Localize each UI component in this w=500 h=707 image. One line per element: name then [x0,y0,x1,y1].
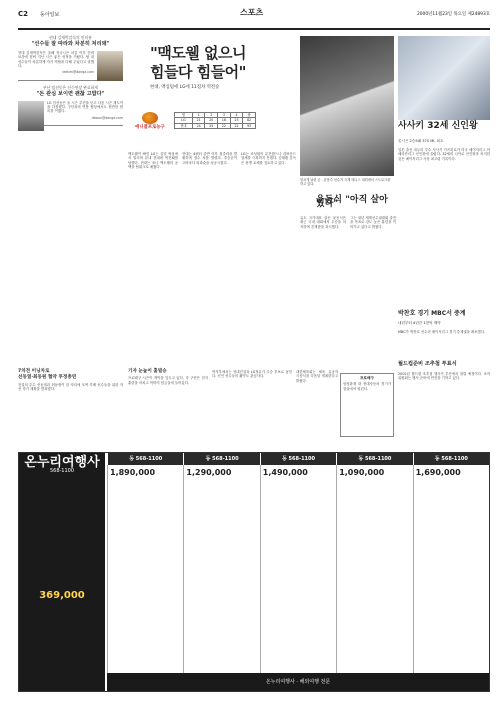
ad-phone-header: 동 568-1100 [260,453,336,465]
lower-article [18,370,123,392]
article-body: 일본 출신 마무리 투수 사사키 가즈히로가 미국 메이저리그 아메리칸리그 신인왕에 올랐다. 32세의 나이로 신인왕을 차지한 것은 메이저리그 사상 최고령 기록이다. [398,148,490,161]
sponsor-logo [128,112,172,140]
article-body: 현대는 4쿼터 중반 이후 집중력을 발휘하며 점수 차를 벌렸다. 추승균이 고비마다 외곽슛을 성공시켰다. [182,152,237,165]
article-headline: 사사키 32세 신인왕 [398,121,478,131]
score-cell: LG [175,118,193,123]
travel-advertisement[interactable] [18,452,490,692]
logo-mark-icon [142,112,158,124]
article-body: 여자부에서는 현대건설과 LG정유가 우승 후보로 꼽힌다. 신인 선수들의 활약도 관심사다. [212,370,292,379]
ad-offer-price: 1,090,000 [339,468,385,477]
score-cell: 1 [192,113,205,118]
ad-phone-header: 동 568-1100 [183,453,259,465]
score-cell: 24 [192,123,205,128]
article-body: 프로배구 시즌이 개막을 앞두고 있다. 각 구단은 전지훈련을 마치고 막바지 담금질에 들어갔다. [128,376,208,385]
left-column [18,36,123,133]
article-body: 유도 국가대표 출신 윤동식은 최근 국내 대회에서 우승을 차지하며 건재함을 과시했다. [300,216,346,229]
article-headline: 기자 눈높이 홈빌승 [128,369,167,374]
article-subhead: 선동열·최동원 협약 투정충연 [18,375,77,381]
ad-price: 369,000 [39,589,85,601]
score-cell: 22 [230,123,243,128]
ad-phone-header: 동 568-1100 [336,453,412,465]
score-cell: 22 [218,123,231,128]
portrait-photo [97,51,123,81]
article-subhead: 내년부터 4년간 1천억 계약 [398,321,441,325]
article-body: 전설의 투수 선동열과 최동원이 한 자리에 모여 후배 선수들을 위한 자선 경기 계획을 발표했다. [18,382,123,392]
ad-offer-price: 1,890,000 [110,468,156,477]
score-table [174,112,256,129]
ad-offer-price: 1,690,000 [415,468,461,477]
score-row [175,123,256,128]
portrait-photo [18,101,44,131]
photo-caption: 힘차게 날린 공 - 윤용수 선수가 국제 테니스 대회에서 스트로크를 하고 있다. [300,178,391,187]
publication-name: 동아일보 [40,12,60,18]
box-body: 삼성화재 대 현대자동차 경기가 잠실에서 열린다. [343,382,391,391]
ad-offer-cell[interactable] [183,465,259,673]
article-headline: 박찬호 경기 MBC서 중계 [398,310,466,317]
subheadline: 현대, 맥심팀에 LG에 11점차 역전승 [150,85,220,90]
score-cell: 3 [218,113,231,118]
ad-phone-header: 동 568-1100 [413,453,489,465]
article-body: 그는 내년 세계선수권대회 출전을 목표로 강도 높은 훈련을 이어가고 있다고 밝혔다. [350,216,396,229]
score-cell: 23 [230,118,243,123]
article-headline: 윤동식 "아직 살아있다" [316,195,388,210]
ad-brand-name: 온누리여행사 [24,455,100,470]
tennis-photo [300,36,394,176]
page-number: C2 [18,10,29,18]
column-kicker: 현대 김재박감독의 인터뷰 [49,35,92,40]
section-title: 스포츠 [240,8,264,17]
ad-phone-header: 동 568-1100 [107,453,183,465]
column-title: "선수들 잘 따라와 차분히 처리돼" [31,41,110,48]
score-cell: 93 [243,123,256,128]
logo-text: 애니콜프로농구 [135,125,165,130]
ad-footer: 온누리여행사 · 해외여행 전문 [107,673,489,691]
ad-offer-cell[interactable] [107,465,183,673]
column-kicker: 부산 임선동은 선수연장 완료하게 [43,84,98,90]
article-body: 2002년 월드컵 조추첨 행사가 부산에서 열릴 예정이다. 조직위원회는 행사 준비에 만전을 기하고 있다. [398,372,490,381]
column-title: "돈 관심 보이면 괜찮 고맙다" [36,91,105,98]
score-cell: 21 [192,118,205,123]
column-body: 현대 김재박감독은 올해 정규시즌 마감 이후 전력 보강에 힘써 지난 시즌 좋은 성적을 거뒀다. 팀 내 선수들이 차분하게 자기 역할을 다해 주었다고 말했다. [18,50,94,69]
score-cell: 2 [205,113,218,118]
ad-price-grid [107,453,489,673]
box-title: 프로배구 [360,376,374,380]
article-body: 대한체육회는 체육 유공자 시상식을 다음달 개최한다고 밝혔다. [296,370,338,383]
ad-offer-price: 1,290,000 [186,468,232,477]
ad-offer-cell[interactable] [260,465,336,673]
article-body: 맥도웰이 빠진 LG는 골밑 싸움에서 밀리며 끝내 현대에 역전패를 당했다. 현대는 조니 맥도웰의 공백을 팀워크로 메웠다. [128,152,178,170]
article-subhead: 올시즌 2승5패 37S ML 최초 [398,139,444,143]
page-header [18,8,490,30]
reporter-email[interactable]: dkwon@donga.com [91,115,123,120]
score-cell: 25 [205,123,218,128]
main-headline [150,44,298,90]
reporter-email[interactable]: leekim@donga.com [62,70,94,75]
ad-offer-cell[interactable] [413,465,489,673]
article-headline: 7차전 이닝차로 [18,369,50,374]
headline-line-1: "맥도웰 없으니 [150,44,246,62]
article-headline: 월드컵준비 조추첨 투표식 [398,361,457,367]
baseball-photo [398,36,490,120]
ad-brand-panel [19,453,105,691]
article-body: MBC가 박찬호 선수의 메이저리그 경기 중계권을 확보했다. [398,330,486,334]
score-cell: 4 [230,113,243,118]
score-cell: 현대 [175,123,193,128]
ad-offer-cell[interactable] [336,465,412,673]
column-body: LG 임선동은 올 시즌 부진을 딛고 다음 시즌 재도약을 다짐했다. 구단과의 연봉 협상에서도 원만한 합의를 이뤘다. [47,100,123,114]
score-cell: 합 [243,113,256,118]
sports-brief-box [340,373,394,437]
ad-offer-price: 1,490,000 [262,468,308,477]
ad-phone: 568-1100 [49,468,75,475]
headline-line-2: 힘들다 힘들어" [150,63,246,81]
issue-date: 2000년11월23일 목요일 제24893호 [416,12,490,17]
score-cell: 20 [205,118,218,123]
score-cell: 18 [218,118,231,123]
article-body: LG는 조성원이 분전했으나 리바운드 열세를 극복하지 못했다. 김태환 감독은 용병 교체를 검토하고 있다. [241,152,296,165]
score-cell: 82 [243,118,256,123]
score-cell: 팀 [175,113,193,118]
lower-article [128,370,208,385]
